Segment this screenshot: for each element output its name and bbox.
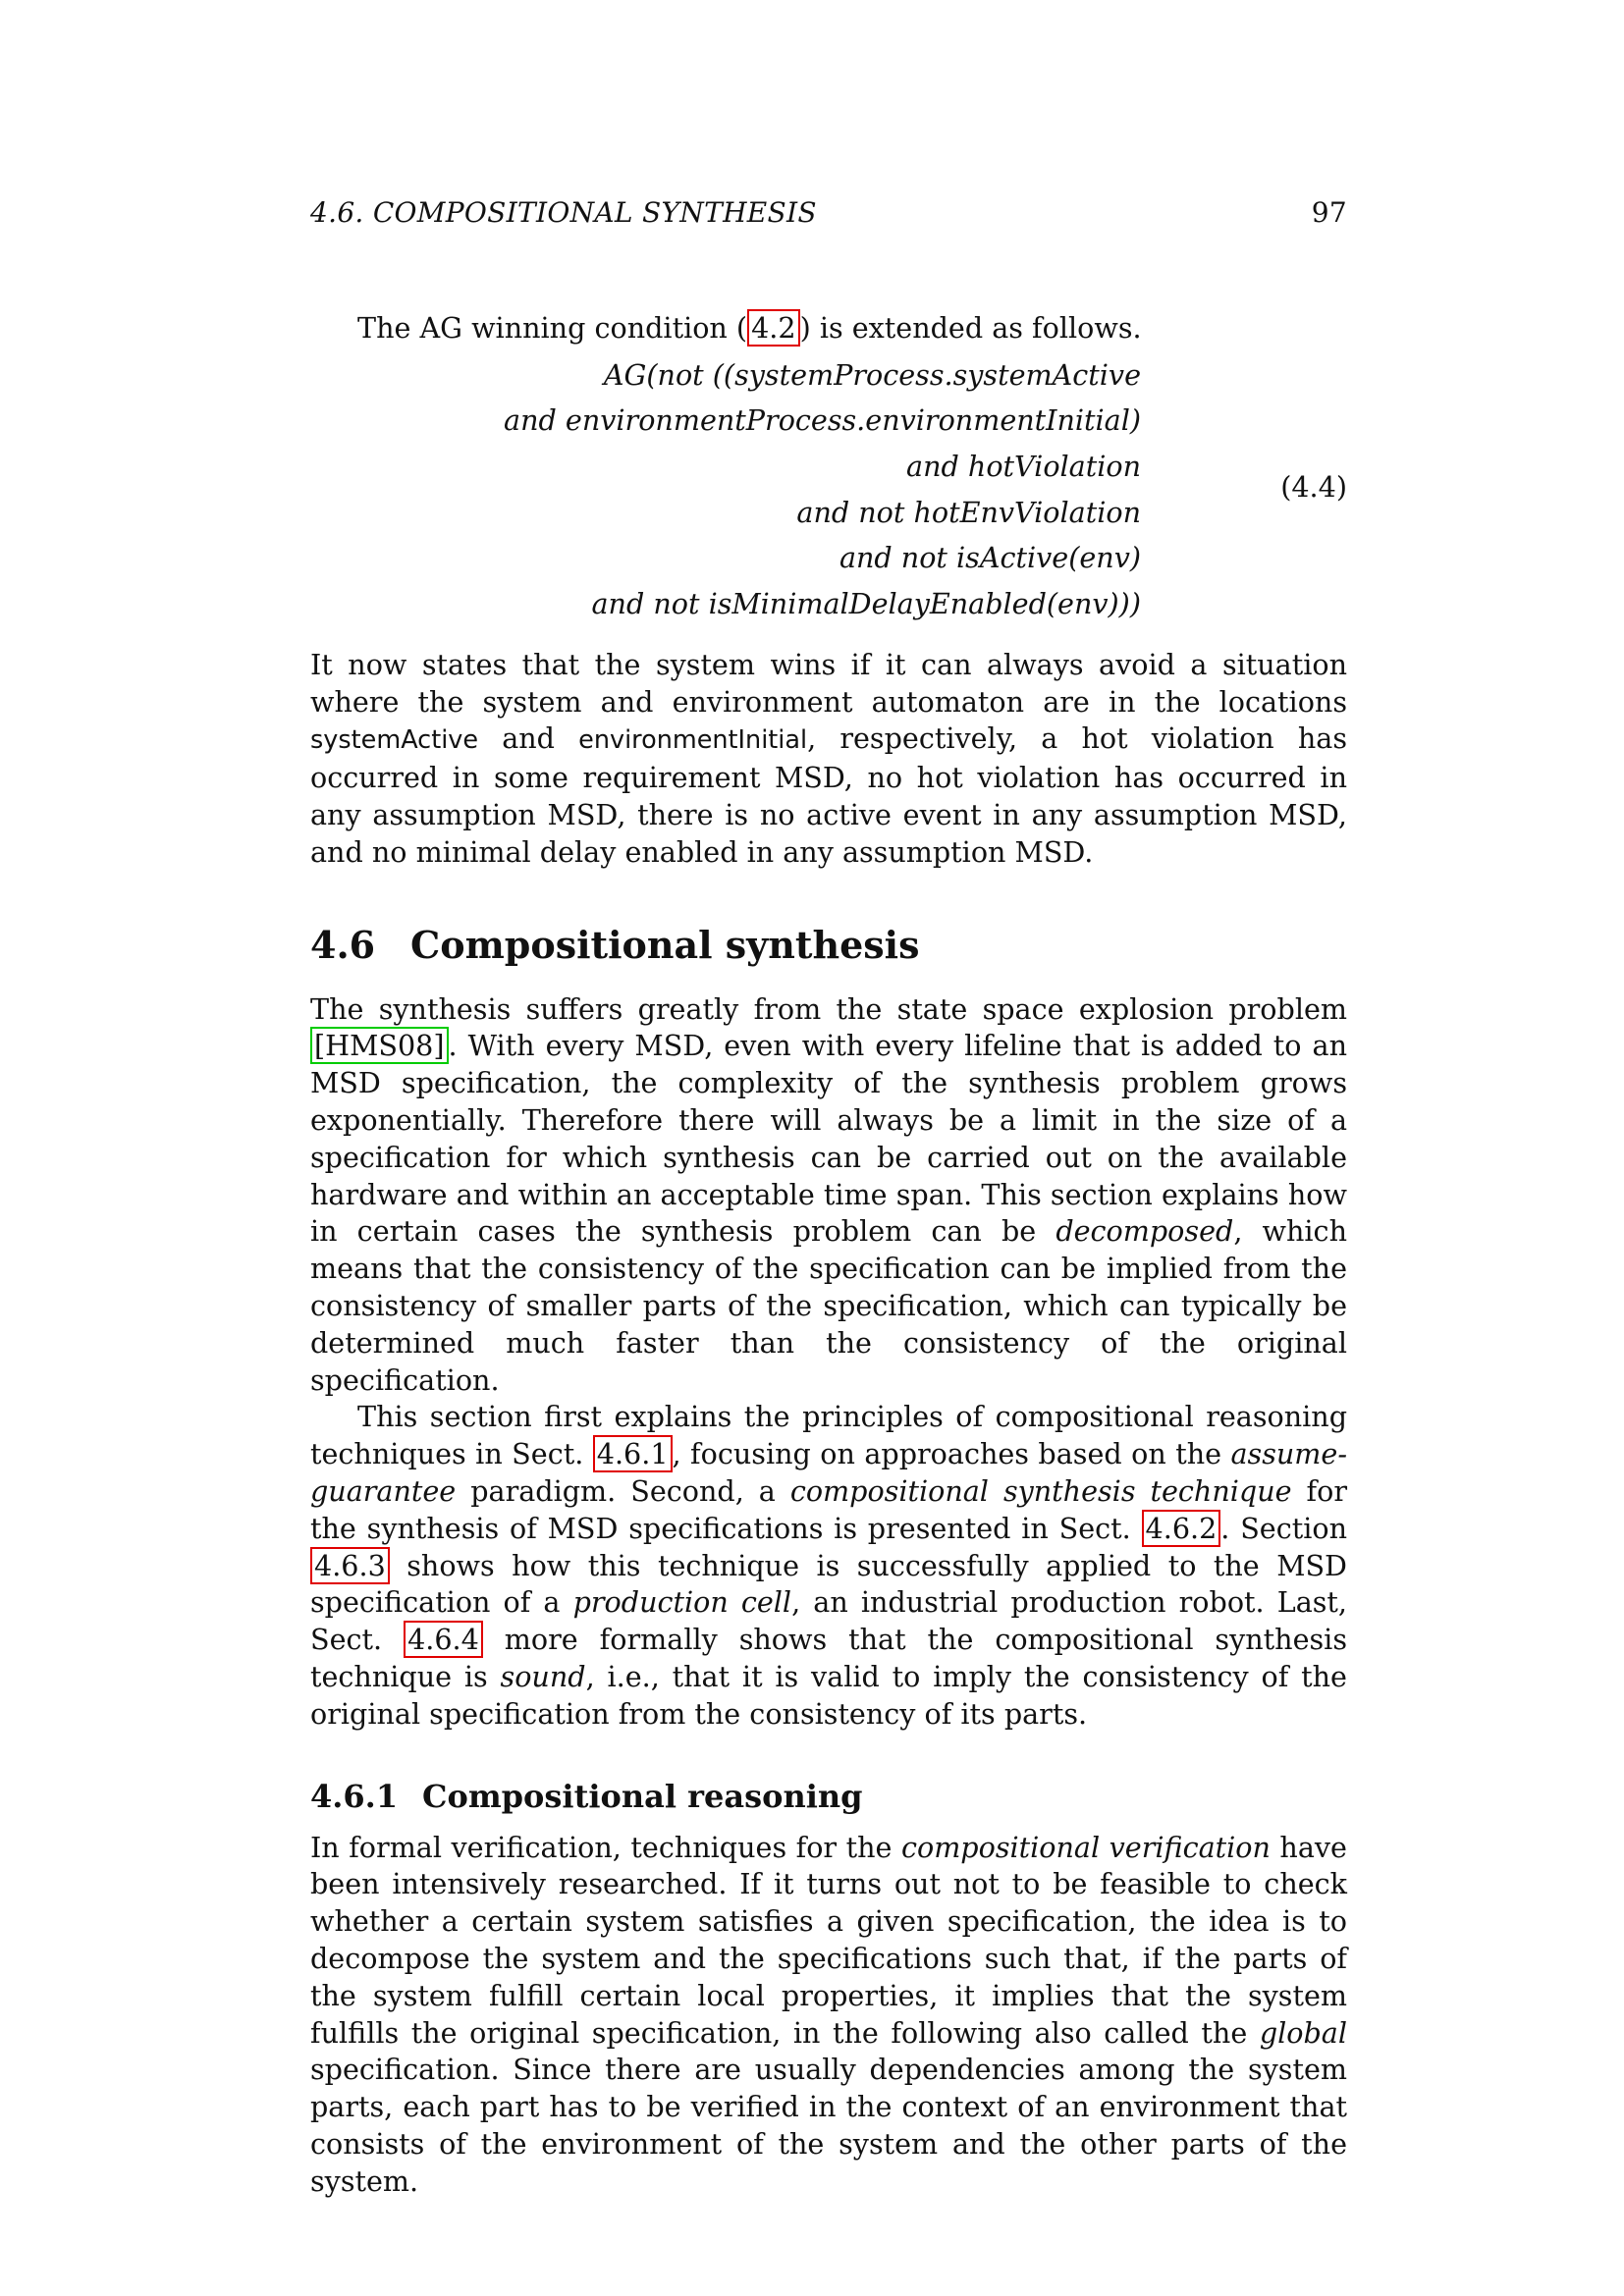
paragraph-text: specification. Since there are usually dependencies among the system parts, each part has to be verified in the context of an environment that consists of the environment of the system and the other parts of the system. (310, 2053, 1347, 2198)
paragraph-text: , an industrial production robot. Last, Sect. (310, 1585, 1347, 1657)
page-body (310, 310, 1347, 2200)
emphasis-text: sound (500, 1659, 586, 1693)
equation-line: and not hotEnvViolation (796, 495, 1141, 529)
paragraph-text: The synthesis suffers greatly from the state space explosion problem (310, 991, 1347, 1026)
page-number: 97 (1311, 196, 1347, 229)
emphasis-text: compositional verification (900, 1830, 1271, 1864)
header-section-title: 4.6. COMPOSITIONAL SYNTHESIS (310, 196, 817, 229)
emphasis-text: assume-guarantee (310, 1437, 1347, 1508)
equation-line: and not isMinimalDelayEnabled(env))) (591, 586, 1141, 620)
explanation-text: and (478, 721, 579, 756)
section-ref-link[interactable]: 4.6.3 (310, 1547, 390, 1584)
emphasis-text: decomposed (1056, 1214, 1234, 1249)
subsection-number: 4.6.1 (310, 1777, 399, 1815)
paragraph-text: paradigm. Second, a (456, 1473, 790, 1508)
section-ref-link[interactable]: 4.6.4 (404, 1621, 483, 1658)
paragraph-text: This section first explains the principles of compositional reasoning techniques in Sect. (310, 1400, 1347, 1471)
paragraph-text: , focusing on approaches based on the (672, 1437, 1231, 1471)
subsection-title: Compositional reasoning (422, 1777, 863, 1815)
section-number: 4.6 (310, 922, 376, 967)
intro-text-end: ) is extended as follows. (799, 311, 1142, 345)
paragraph-text: shows how this technique is successfully applied to the MSD specification of a (310, 1548, 1347, 1620)
location-name: systemActive (310, 725, 479, 756)
subsection-heading (310, 1777, 1347, 1816)
running-header (310, 196, 1347, 229)
paragraph-text: more formally shows that the compositional synthesis technique is (310, 1623, 1347, 1693)
section-ref-link[interactable]: 4.6.2 (1142, 1510, 1221, 1547)
paragraph-text: have been intensively researched. If it turns out not to be feasible to check whether a certain system satisfies a given specification, the idea is to decompose the system and the specifications such that, if the parts of the system fulfill certain local properties, it implies that the system fulfills the original specification, in the following also called the (310, 1830, 1347, 2050)
emphasis-text: global (1259, 2015, 1347, 2050)
equation-line: and hotViolation (906, 449, 1141, 483)
equation-ref-link[interactable]: 4.2 (747, 309, 799, 347)
paragraph-text: . Section (1220, 1511, 1347, 1545)
emphasis-text: production cell (572, 1585, 792, 1620)
section-paragraph-2 (310, 1399, 1347, 1733)
section-paragraph-1 (310, 991, 1347, 1400)
equation-lines (504, 352, 1141, 627)
equation-4-4 (310, 352, 1347, 629)
explanation-text: It now states that the system wins if it can always avoid a situation where the system and environment automaton are in the locations (310, 647, 1347, 719)
paragraph-text: . With every MSD, even with every lifeline that is added to an MSD specification, the complexity of the synthesis problem grows exponentially. Therefore there will always be a limit in the size of a specification for which synthesis can be carried out on the available hardware and within an acceptable time span. This section explains how in certain cases the synthesis problem can be (310, 1029, 1347, 1249)
paragraph-text: , i.e., that it is valid to imply the consistency of the original specification from the consistency of its parts. (310, 1659, 1347, 1731)
equation-line: AG(not ((systemProcess.systemActive (603, 357, 1141, 392)
equation-line: and not isActive(env) (839, 541, 1141, 575)
explanation-text: , respectively, a hot violation has occurred in some requirement MSD, no hot violation has occurred in any assumption MSD, there is no active event in any assumption MSD, and no minimal delay enabled in any assumption MSD. (310, 721, 1347, 869)
intro-paragraph (310, 310, 1347, 347)
equation-number: (4.4) (1280, 469, 1347, 504)
explanation-paragraph (310, 647, 1347, 872)
intro-text: The AG winning condition ( (357, 311, 748, 345)
paragraph-text: In formal verification, techniques for the (310, 1830, 901, 1864)
section-ref-link[interactable]: 4.6.1 (593, 1435, 673, 1472)
section-heading (310, 923, 1347, 968)
emphasis-text: compositional synthesis technique (789, 1473, 1292, 1508)
section-title: Compositional synthesis (410, 922, 920, 967)
location-name: environmentInitial (578, 725, 808, 756)
paragraph-text: , which means that the consistency of the specification can be implied from the consistency of smaller parts of the specification, which can typically be determined much faster than the consistency of the original specification. (310, 1214, 1347, 1397)
equation-line: and environmentProcess.environmentInitial) (504, 403, 1141, 438)
subsection-paragraph-1 (310, 1830, 1347, 2201)
citation-link[interactable]: [HMS08] (310, 1027, 449, 1064)
paragraph-text: for the synthesis of MSD specifications is presented in Sect. (310, 1473, 1347, 1545)
